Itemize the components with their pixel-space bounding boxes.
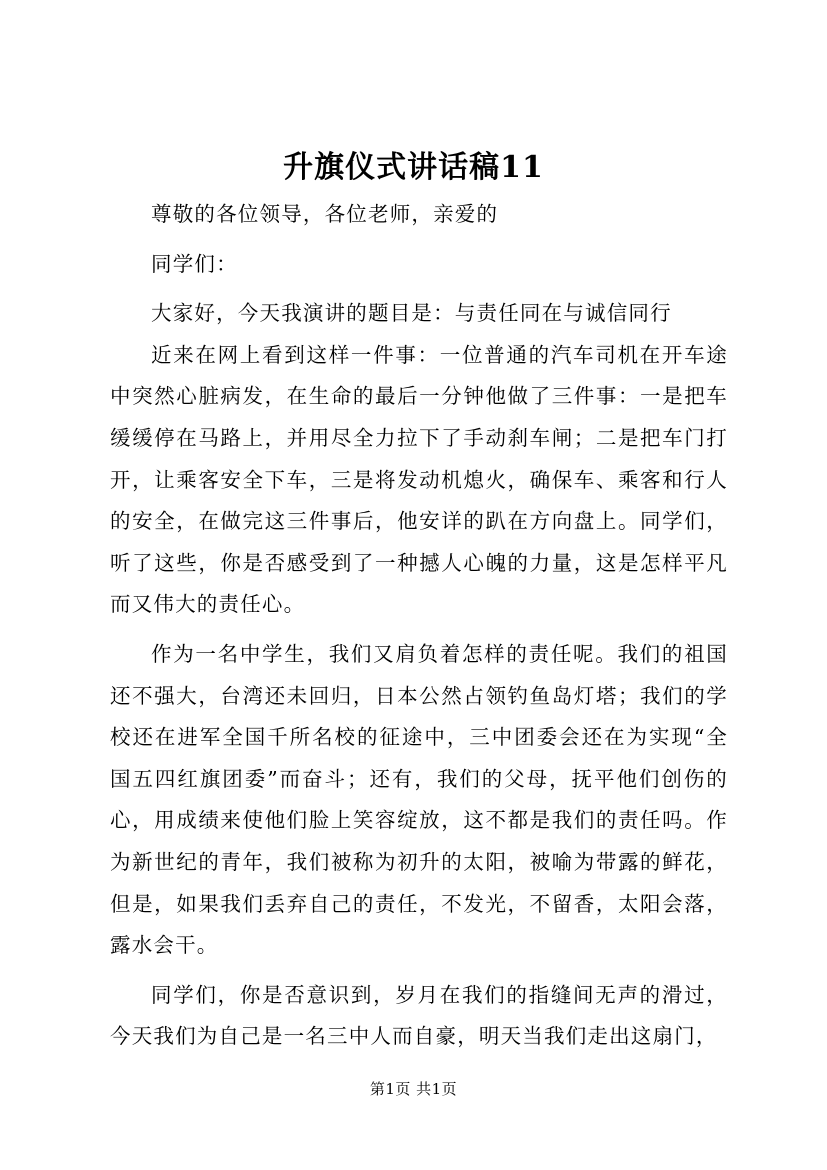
paragraph-story: 近来在网上看到这样一件事：一位普通的汽车司机在开车途中突然心脏病发，在生命的最后一分钟他做了三件事：一是把车缓缓停在马路上，并用尽全力拉下了手动刹车闸；二是把车门打开，让乘客安全下车，三是将发动机熄火，确保车、乘客和行人的安全，在做完这三件事后，他安详的趴在方向盘上。同学们，听了这些，你是否感受到了一种撼人心魄的力量，这是怎样平凡而又伟大的责任心。 bbox=[110, 342, 728, 617]
document-title: 升旗仪式讲话稿11 bbox=[283, 150, 544, 185]
page-footer: 第1页 共1页 bbox=[369, 1080, 458, 1098]
paragraph-salutation: 尊敬的各位领导，各位老师，亲爱的 bbox=[151, 202, 499, 226]
paragraph-closing: 同学们，你是否意识到，岁月在我们的指缝间无声的滑过，今天我们为自己是一名三中人而自豪，明天当我们走出这扇门， bbox=[110, 982, 728, 1049]
document-body bbox=[110, 194, 728, 1058]
paragraph-salutation-cont: 同学们： bbox=[151, 251, 238, 276]
paragraph-responsibility: 作为一名中学生，我们又肩负着怎样的责任呢。我们的祖国还不强大，台湾还未回归，日本公然占领钓鱼岛灯塔；我们的学校还在进军全国千所名校的征途中，三中团委会还在为实现“全国五四红旗团委”而奋斗；还有，我们的父母，抚平他们创伤的心，用成绩来使他们脸上笑容绽放，这不都是我们的责任吗。作为新世纪的青年，我们被称为初升的太阳，被喻为带露的鲜花，但是，如果我们丢弃自己的责任，不发光，不留香，太阳会落，露水会干。 bbox=[110, 641, 728, 958]
paragraph-greeting: 大家好，今天我演讲的题目是：与责任同在与诚信同行 bbox=[151, 301, 672, 326]
